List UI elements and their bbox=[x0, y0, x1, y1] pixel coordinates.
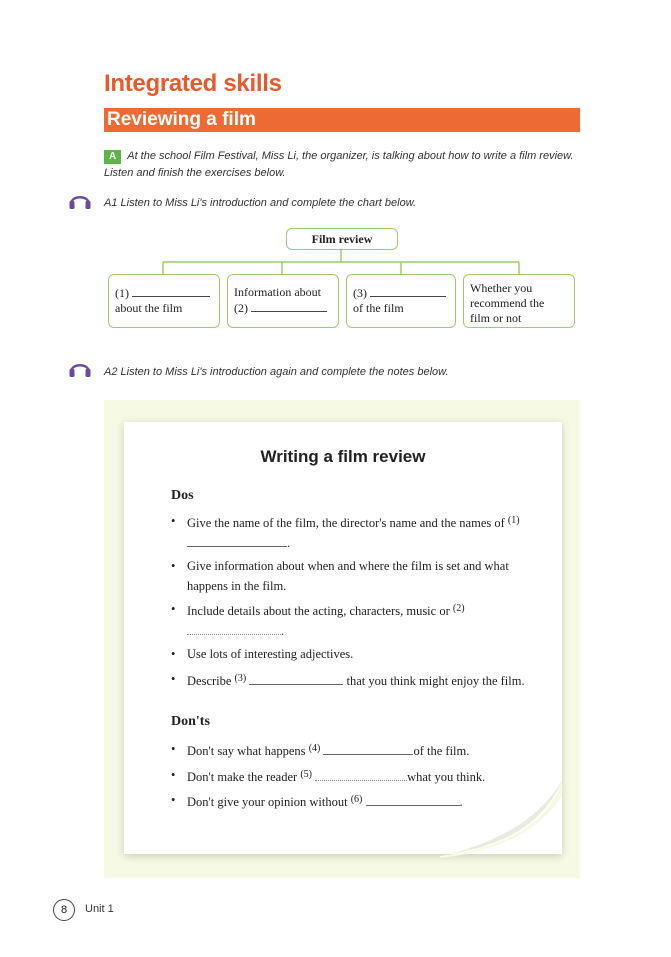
answer-blank[interactable] bbox=[187, 534, 287, 547]
chart-box-1-num: (1) bbox=[115, 286, 129, 300]
item-text: Don't say what happens bbox=[187, 744, 309, 758]
chart-box-4 bbox=[463, 274, 575, 328]
section-a-badge: A bbox=[104, 150, 121, 164]
chart-box-3-text: of the film bbox=[353, 301, 404, 315]
a1-instruction: A1 Listen to Miss Li's introduction and complete the chart below. bbox=[104, 197, 417, 209]
answer-blank[interactable] bbox=[251, 300, 327, 312]
answer-blank[interactable] bbox=[187, 622, 281, 635]
blank-number: (4) bbox=[308, 743, 321, 754]
item-text: Give information about when and where the film is set and what happens in the film. bbox=[187, 559, 509, 593]
answer-blank[interactable] bbox=[132, 285, 210, 297]
chart-box-4-line3: film or not bbox=[470, 311, 522, 325]
chart-box-2-text: Information about bbox=[234, 285, 321, 299]
item-text: Give the name of the film, the director's name and the names of bbox=[187, 516, 508, 530]
page-number: 8 bbox=[53, 899, 75, 921]
chart-box-3 bbox=[346, 274, 456, 328]
unit-label: Unit 1 bbox=[85, 903, 114, 915]
list-item: • Don't say what happens $^{(4)}$ of the film. bbox=[171, 742, 470, 758]
chart-box-2-num: (2) bbox=[234, 301, 248, 315]
item-text: Don't make the reader bbox=[187, 770, 301, 784]
list-item: • Give information about when and where the film is set and what happens in the film. bbox=[171, 556, 531, 596]
section-a-text: At the school Film Festival, Miss Li, the organizer, is talking about how to write a film review. Listen and finish the exercises below. bbox=[104, 150, 574, 179]
answer-blank[interactable] bbox=[315, 768, 407, 781]
chart-box-4-line2: recommend the bbox=[470, 296, 545, 310]
section-subtitle: Reviewing a film bbox=[107, 109, 256, 130]
blank-number: (2) bbox=[452, 603, 465, 614]
answer-blank[interactable] bbox=[370, 285, 446, 297]
headphones-icon bbox=[68, 358, 92, 378]
answer-blank[interactable] bbox=[249, 672, 343, 685]
chart-box-2 bbox=[227, 274, 339, 328]
notes-title: Writing a film review bbox=[260, 447, 426, 466]
blank-number: (5) bbox=[300, 769, 312, 780]
item-text: Describe bbox=[187, 674, 235, 688]
chart-box-3-num: (3) bbox=[353, 286, 367, 300]
list-item: • Don't make the reader $^{(5)}$ what you think. bbox=[171, 768, 486, 784]
list-item: • Give the name of the film, the director's name and the names of $^{(1)}$ . bbox=[171, 514, 520, 550]
a2-instruction: A2 Listen to Miss Li's introduction again and complete the notes below. bbox=[104, 366, 449, 378]
list-item: • Describe $^{(3)}$ that you think might enjoy the film. bbox=[171, 672, 525, 688]
chart-root-box: Film review bbox=[286, 228, 398, 250]
answer-blank[interactable] bbox=[323, 742, 413, 755]
item-text: Don't give your opinion without bbox=[187, 795, 351, 809]
dos-heading: Dos bbox=[171, 488, 194, 503]
item-text: Include details about the acting, characters, music or bbox=[187, 604, 453, 618]
page-title: Integrated skills bbox=[104, 70, 282, 97]
chart-box-1 bbox=[108, 274, 220, 328]
blank-number: (1) bbox=[507, 515, 520, 526]
chart-box-1-text: about the film bbox=[115, 301, 183, 315]
list-item: • Don't give your opinion without $^{(6)}$ . bbox=[171, 793, 463, 809]
blank-number: (3) bbox=[234, 673, 247, 684]
blank-number: (6) bbox=[350, 794, 363, 805]
donts-heading: Don'ts bbox=[171, 714, 210, 729]
chart-box-4-line1: Whether you bbox=[470, 281, 533, 295]
item-text: Use lots of interesting adjectives. bbox=[187, 647, 354, 661]
list-item: • Use lots of interesting adjectives. bbox=[171, 644, 531, 664]
list-item: • Include details about the acting, characters, music or $^{(2)}$ . bbox=[171, 602, 465, 638]
answer-blank[interactable] bbox=[366, 793, 460, 806]
